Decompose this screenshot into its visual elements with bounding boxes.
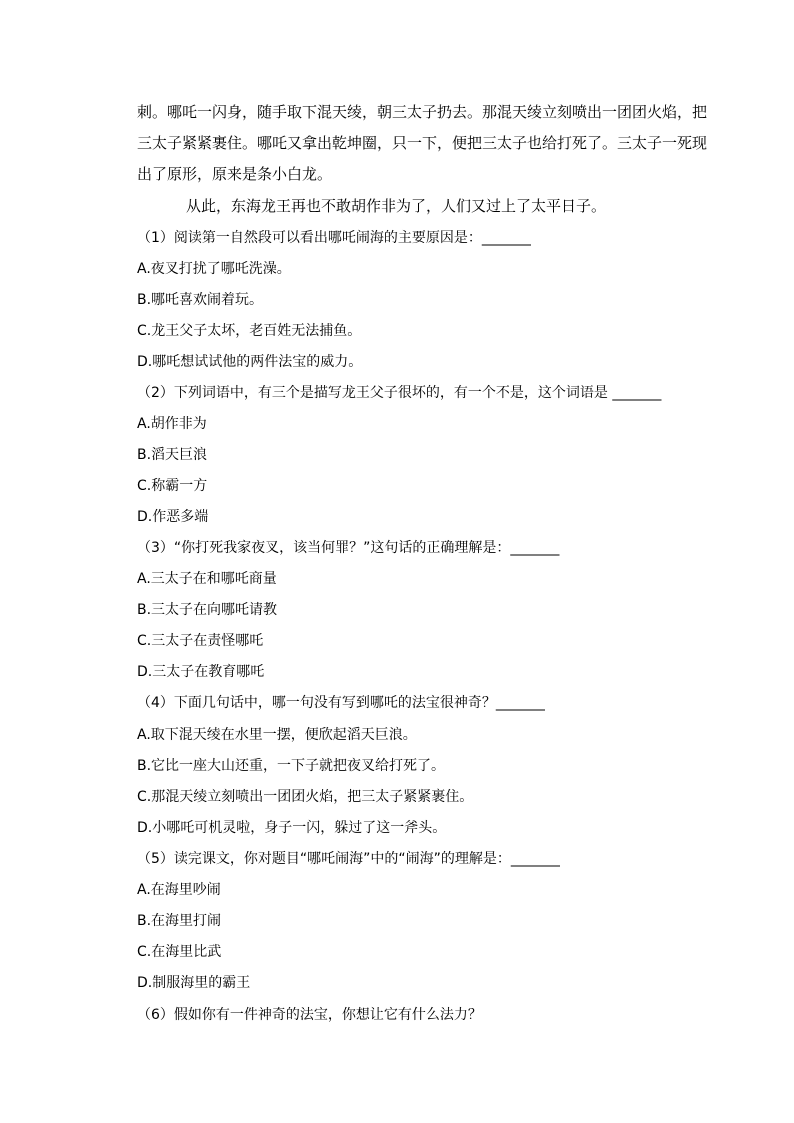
question-option: A.在海里吵闹 <box>137 882 221 898</box>
question-option: A.胡作非为 <box>137 416 207 432</box>
question-option: A.夜叉打扰了哪吒洗澡。 <box>137 261 291 277</box>
question-stem: （6）假如你有一件神奇的法宝，你想让它有什么法力？ <box>137 1007 482 1023</box>
passage-line: 三太子紧紧裹住。哪吒又拿出乾坤圈，只一下，便把三太子也给打死了。三太子一死现 <box>137 134 708 152</box>
passage-line: 刺。哪吒一闪身，随手取下混天绫，朝三太子扔去。那混天绫立刻喷出一团团火焰，把 <box>137 103 708 121</box>
question-option: C.在海里比武 <box>137 944 222 960</box>
question-option: B.哪吒喜欢闹着玩。 <box>137 292 264 308</box>
question-option: B.三太子在向哪吒请教 <box>137 602 278 618</box>
question-stem: （3）“你打死我家夜叉，该当何罪？”这句话的正确理解是：_______ <box>137 540 560 556</box>
question-option: D.制服海里的霸王 <box>137 975 251 991</box>
question-stem: （4）下面几句话中，哪一句没有写到哪吒的法宝很神奇？_______ <box>137 695 545 711</box>
question-option: B.它比一座大山还重，一下子就把夜叉给打死了。 <box>137 758 446 774</box>
question-option: B.滔天巨浪 <box>137 447 208 463</box>
question-stem: （1）阅读第一自然段可以看出哪吒闹海的主要原因是：_______ <box>137 230 531 246</box>
question-option: C.那混天绫立刻喷出一团团火焰，把三太子紧紧裹住。 <box>137 789 474 805</box>
question-option: D.小哪吒可机灵啦，身子一闪，躲过了这一斧头。 <box>137 820 447 836</box>
question-option: C.三太子在责怪哪吒 <box>137 633 264 649</box>
question-option: A.取下混天绫在水里一摆，便欣起滔天巨浪。 <box>137 727 417 743</box>
question-option: D.三太子在教育哪吒 <box>137 664 265 680</box>
question-stem: （2）下列词语中，有三个是描写龙王父子很坏的，有一个不是，这个词语是 _______ <box>137 385 662 401</box>
passage-line: 从此，东海龙王再也不敢胡作非为了，人们又过上了太平日子。 <box>186 197 607 215</box>
question-option: D.作恶多端 <box>137 509 209 525</box>
question-option: C.称霸一方 <box>137 478 208 494</box>
question-option: C.龙王父子太坏，老百姓无法捕鱼。 <box>137 323 362 339</box>
passage-line: 出了原形，原来是条小白龙。 <box>137 165 333 183</box>
question-option: B.在海里打闹 <box>137 913 222 929</box>
question-option: A.三太子在和哪吒商量 <box>137 571 277 587</box>
question-option: D.哪吒想试试他的两件法宝的威力。 <box>137 354 363 370</box>
question-stem: （5）读完课文，你对题目“哪吒闹海”中的“闹海”的理解是：_______ <box>137 851 560 867</box>
